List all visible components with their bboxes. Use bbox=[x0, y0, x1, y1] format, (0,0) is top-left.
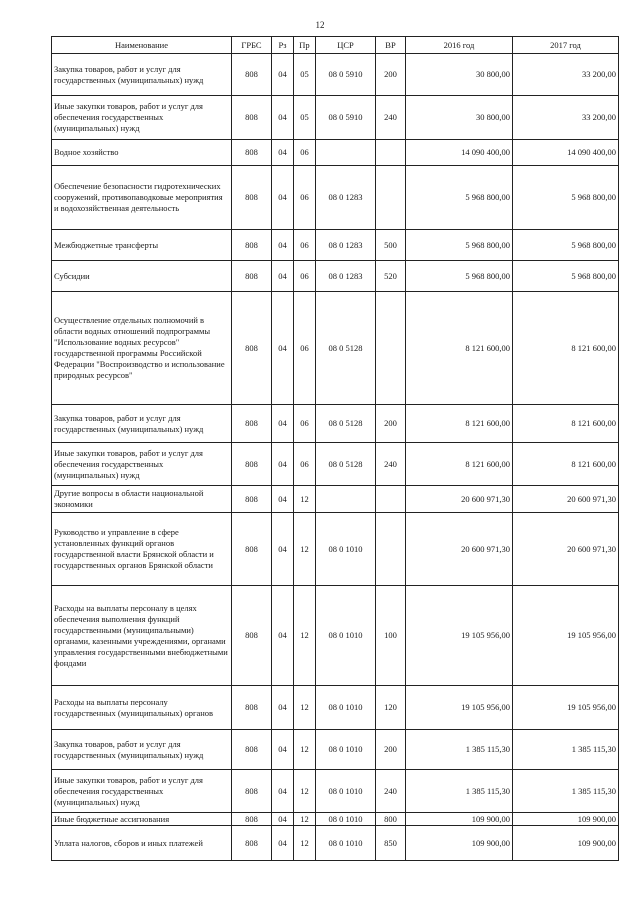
row-2016: 20 600 971,30 bbox=[406, 486, 513, 513]
row-2017: 1 385 115,30 bbox=[513, 770, 619, 813]
row-2016: 5 968 800,00 bbox=[406, 230, 513, 261]
row-name: Руководство и управление в сфере установленных функций органов государственной власти Брянской области и государственных органов Брянской области bbox=[52, 513, 232, 586]
row-rz: 04 bbox=[272, 140, 294, 166]
row-name: Осуществление отдельных полномочий в области водных отношений подпрограммы "Использование водных ресурсов" государственной программы Российской Федерации "Воспроизводство и использование природных ресурсов" bbox=[52, 292, 232, 405]
row-csr: 08 0 1010 bbox=[316, 770, 376, 813]
row-grbs: 808 bbox=[232, 730, 272, 770]
row-name: Иные закупки товаров, работ и услуг для обеспечения государственных (муниципальных) нужд bbox=[52, 443, 232, 486]
row-2017: 8 121 600,00 bbox=[513, 443, 619, 486]
table-row bbox=[52, 140, 619, 166]
table-row bbox=[52, 292, 619, 405]
row-2016: 30 800,00 bbox=[406, 54, 513, 96]
row-grbs: 808 bbox=[232, 443, 272, 486]
row-2017: 8 121 600,00 bbox=[513, 405, 619, 443]
row-vr bbox=[376, 292, 406, 405]
row-pr: 12 bbox=[294, 770, 316, 813]
row-csr: 08 0 5910 bbox=[316, 96, 376, 140]
row-csr: 08 0 1010 bbox=[316, 730, 376, 770]
row-pr: 12 bbox=[294, 513, 316, 586]
row-grbs: 808 bbox=[232, 813, 272, 826]
row-rz: 04 bbox=[272, 230, 294, 261]
col-header-pr: Пр bbox=[294, 37, 316, 54]
row-vr: 120 bbox=[376, 686, 406, 730]
row-vr: 200 bbox=[376, 405, 406, 443]
row-name: Иные закупки товаров, работ и услуг для обеспечения государственных (муниципальных) нужд bbox=[52, 770, 232, 813]
col-header-csr: ЦСР bbox=[316, 37, 376, 54]
row-rz: 04 bbox=[272, 166, 294, 230]
row-name: Обеспечение безопасности гидротехнических сооружений, противопаводковые мероприятия и водохозяйственная деятельность bbox=[52, 166, 232, 230]
row-csr: 08 0 5128 bbox=[316, 405, 376, 443]
row-grbs: 808 bbox=[232, 292, 272, 405]
row-vr bbox=[376, 486, 406, 513]
row-rz: 04 bbox=[272, 770, 294, 813]
row-csr: 08 0 1010 bbox=[316, 826, 376, 861]
row-vr: 240 bbox=[376, 443, 406, 486]
row-2017: 8 121 600,00 bbox=[513, 292, 619, 405]
row-name: Закупка товаров, работ и услуг для государственных (муниципальных) нужд bbox=[52, 730, 232, 770]
table-row bbox=[52, 486, 619, 513]
row-pr: 06 bbox=[294, 140, 316, 166]
row-vr bbox=[376, 513, 406, 586]
row-csr: 08 0 1283 bbox=[316, 261, 376, 292]
row-grbs: 808 bbox=[232, 486, 272, 513]
row-2017: 5 968 800,00 bbox=[513, 230, 619, 261]
row-2017: 5 968 800,00 bbox=[513, 261, 619, 292]
row-2016: 19 105 956,00 bbox=[406, 586, 513, 686]
row-grbs: 808 bbox=[232, 586, 272, 686]
row-csr: 08 0 1283 bbox=[316, 230, 376, 261]
row-2017: 33 200,00 bbox=[513, 96, 619, 140]
table-row bbox=[52, 96, 619, 140]
row-csr: 08 0 5128 bbox=[316, 292, 376, 405]
row-vr: 800 bbox=[376, 813, 406, 826]
row-2017: 20 600 971,30 bbox=[513, 486, 619, 513]
row-grbs: 808 bbox=[232, 686, 272, 730]
row-grbs: 808 bbox=[232, 166, 272, 230]
row-name: Другие вопросы в области национальной экономики bbox=[52, 486, 232, 513]
row-2016: 20 600 971,30 bbox=[406, 513, 513, 586]
row-2016: 8 121 600,00 bbox=[406, 443, 513, 486]
row-vr bbox=[376, 140, 406, 166]
col-header-2016: 2016 год bbox=[406, 37, 513, 54]
budget-table bbox=[51, 36, 619, 861]
row-csr: 08 0 1010 bbox=[316, 513, 376, 586]
row-2016: 5 968 800,00 bbox=[406, 261, 513, 292]
table-row bbox=[52, 813, 619, 826]
row-2016: 5 968 800,00 bbox=[406, 166, 513, 230]
row-2016: 30 800,00 bbox=[406, 96, 513, 140]
row-pr: 06 bbox=[294, 443, 316, 486]
row-rz: 04 bbox=[272, 405, 294, 443]
row-2017: 19 105 956,00 bbox=[513, 586, 619, 686]
row-rz: 04 bbox=[272, 730, 294, 770]
row-pr: 05 bbox=[294, 96, 316, 140]
row-pr: 12 bbox=[294, 486, 316, 513]
row-csr: 08 0 1010 bbox=[316, 813, 376, 826]
table-row bbox=[52, 513, 619, 586]
row-vr: 240 bbox=[376, 770, 406, 813]
row-rz: 04 bbox=[272, 292, 294, 405]
row-vr: 100 bbox=[376, 586, 406, 686]
row-csr: 08 0 1283 bbox=[316, 166, 376, 230]
row-2017: 1 385 115,30 bbox=[513, 730, 619, 770]
table-row bbox=[52, 405, 619, 443]
row-2017: 5 968 800,00 bbox=[513, 166, 619, 230]
row-2016: 19 105 956,00 bbox=[406, 686, 513, 730]
row-vr: 850 bbox=[376, 826, 406, 861]
row-2016: 14 090 400,00 bbox=[406, 140, 513, 166]
row-pr: 12 bbox=[294, 730, 316, 770]
row-vr bbox=[376, 166, 406, 230]
table-row bbox=[52, 261, 619, 292]
row-pr: 12 bbox=[294, 813, 316, 826]
row-csr bbox=[316, 140, 376, 166]
row-2016: 109 900,00 bbox=[406, 813, 513, 826]
row-name: Расходы на выплаты персоналу в целях обеспечения выполнения функций государственными (муниципальными) органами, казенными учреждениями, органами управления государственными внебюджетными фондами bbox=[52, 586, 232, 686]
row-2017: 14 090 400,00 bbox=[513, 140, 619, 166]
table-row bbox=[52, 826, 619, 861]
row-rz: 04 bbox=[272, 513, 294, 586]
table-row bbox=[52, 230, 619, 261]
row-csr: 08 0 5128 bbox=[316, 443, 376, 486]
row-vr: 240 bbox=[376, 96, 406, 140]
col-header-vr: ВР bbox=[376, 37, 406, 54]
row-2016: 109 900,00 bbox=[406, 826, 513, 861]
row-2016: 8 121 600,00 bbox=[406, 292, 513, 405]
row-grbs: 808 bbox=[232, 54, 272, 96]
table-row bbox=[52, 686, 619, 730]
row-vr: 200 bbox=[376, 54, 406, 96]
table-row bbox=[52, 443, 619, 486]
col-header-2017: 2017 год bbox=[513, 37, 619, 54]
row-name: Закупка товаров, работ и услуг для государственных (муниципальных) нужд bbox=[52, 54, 232, 96]
row-pr: 06 bbox=[294, 405, 316, 443]
row-grbs: 808 bbox=[232, 405, 272, 443]
row-name: Уплата налогов, сборов и иных платежей bbox=[52, 826, 232, 861]
row-csr: 08 0 1010 bbox=[316, 686, 376, 730]
row-2017: 109 900,00 bbox=[513, 826, 619, 861]
row-pr: 05 bbox=[294, 54, 316, 96]
row-rz: 04 bbox=[272, 826, 294, 861]
row-pr: 06 bbox=[294, 292, 316, 405]
row-vr: 200 bbox=[376, 730, 406, 770]
table-header-row bbox=[52, 37, 619, 54]
row-grbs: 808 bbox=[232, 96, 272, 140]
row-2016: 1 385 115,30 bbox=[406, 770, 513, 813]
table-row bbox=[52, 586, 619, 686]
table-row bbox=[52, 730, 619, 770]
row-name: Межбюджетные трансферты bbox=[52, 230, 232, 261]
row-vr: 500 bbox=[376, 230, 406, 261]
row-grbs: 808 bbox=[232, 513, 272, 586]
row-rz: 04 bbox=[272, 96, 294, 140]
row-grbs: 808 bbox=[232, 770, 272, 813]
row-rz: 04 bbox=[272, 686, 294, 730]
col-header-rz: Рз bbox=[272, 37, 294, 54]
row-name: Водное хозяйство bbox=[52, 140, 232, 166]
row-2016: 1 385 115,30 bbox=[406, 730, 513, 770]
row-2017: 20 600 971,30 bbox=[513, 513, 619, 586]
row-vr: 520 bbox=[376, 261, 406, 292]
row-2017: 19 105 956,00 bbox=[513, 686, 619, 730]
row-rz: 04 bbox=[272, 586, 294, 686]
row-pr: 12 bbox=[294, 586, 316, 686]
row-name: Иные закупки товаров, работ и услуг для обеспечения государственных (муниципальных) нужд bbox=[52, 96, 232, 140]
row-csr bbox=[316, 486, 376, 513]
row-rz: 04 bbox=[272, 443, 294, 486]
table-row bbox=[52, 770, 619, 813]
row-name: Субсидии bbox=[52, 261, 232, 292]
row-name: Расходы на выплаты персоналу государственных (муниципальных) органов bbox=[52, 686, 232, 730]
row-rz: 04 bbox=[272, 486, 294, 513]
page-number: 12 bbox=[315, 20, 325, 30]
row-pr: 12 bbox=[294, 686, 316, 730]
row-name: Иные бюджетные ассигнования bbox=[52, 813, 232, 826]
table-row bbox=[52, 166, 619, 230]
row-pr: 06 bbox=[294, 261, 316, 292]
col-header-grbs: ГРБС bbox=[232, 37, 272, 54]
row-grbs: 808 bbox=[232, 140, 272, 166]
row-grbs: 808 bbox=[232, 230, 272, 261]
row-rz: 04 bbox=[272, 54, 294, 96]
row-pr: 06 bbox=[294, 166, 316, 230]
row-rz: 04 bbox=[272, 813, 294, 826]
table-row bbox=[52, 54, 619, 96]
row-pr: 06 bbox=[294, 230, 316, 261]
col-header-name: Наименование bbox=[52, 37, 232, 54]
row-grbs: 808 bbox=[232, 826, 272, 861]
row-csr: 08 0 5910 bbox=[316, 54, 376, 96]
row-rz: 04 bbox=[272, 261, 294, 292]
row-2016: 8 121 600,00 bbox=[406, 405, 513, 443]
row-grbs: 808 bbox=[232, 261, 272, 292]
row-name: Закупка товаров, работ и услуг для государственных (муниципальных) нужд bbox=[52, 405, 232, 443]
row-csr: 08 0 1010 bbox=[316, 586, 376, 686]
row-2017: 33 200,00 bbox=[513, 54, 619, 96]
row-pr: 12 bbox=[294, 826, 316, 861]
row-2017: 109 900,00 bbox=[513, 813, 619, 826]
